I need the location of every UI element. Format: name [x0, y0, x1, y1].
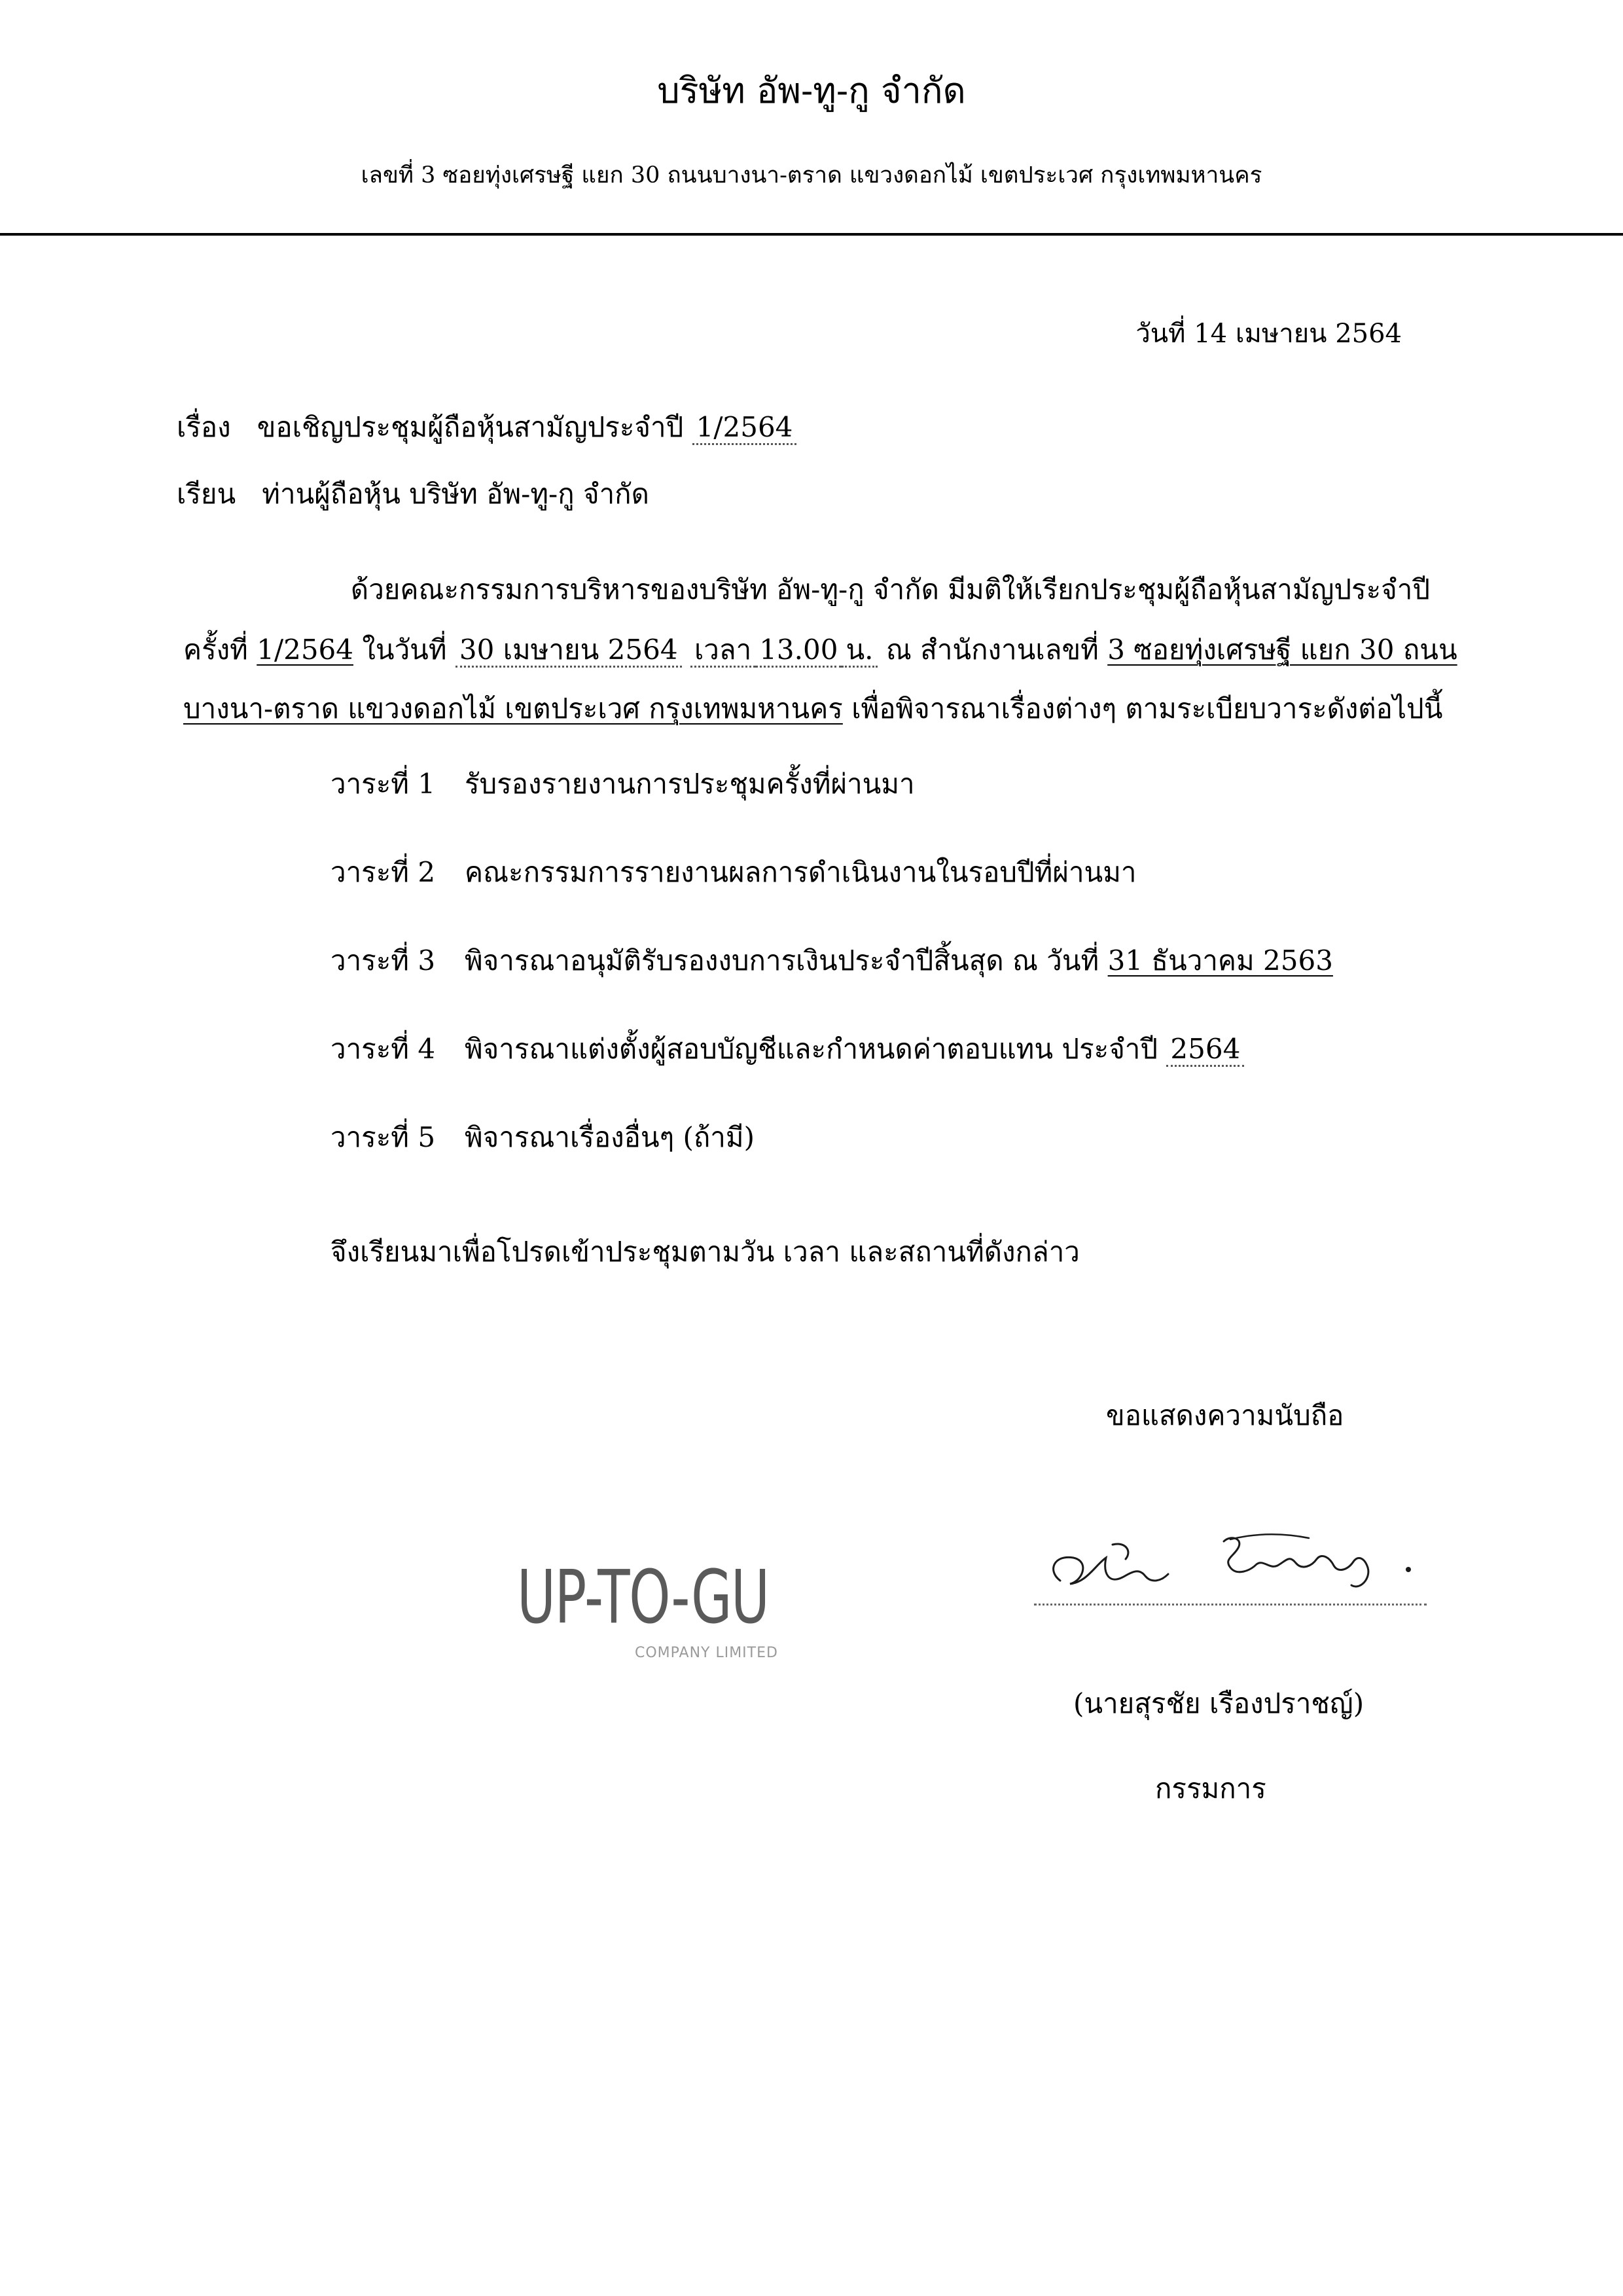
agenda-text: คณะกรรมการรายงานผลการดำเนินงานในรอบปีที่ผ่านมา: [465, 856, 1137, 888]
agenda-text: รับรองรายงานการประชุมครั้งที่ผ่านมา: [465, 768, 915, 800]
agenda-item: [330, 1028, 1244, 1071]
agenda-number: วาระที่ 4: [330, 1033, 436, 1065]
company-logo: [517, 1555, 792, 1661]
meeting-number: 1/2564: [257, 634, 353, 666]
salutation-label: เรียน: [177, 478, 236, 510]
meeting-time-label: เวลา: [690, 634, 755, 668]
body-line2-on: ในวันที่: [362, 634, 447, 666]
meeting-date: 30 เมษายน 2564: [455, 634, 682, 668]
handwritten-signature: [1034, 1518, 1427, 1604]
agenda-item: [330, 939, 1333, 982]
company-address: เลขที่ 3 ซอยทุ่งเศรษฐี แยก 30 ถนนบางนา-ตราด แขวงดอกไม้ เขตประเวศ กรุงเทพมหานคร: [361, 162, 1262, 188]
agenda-text: พิจารณาเรื่องอื่นๆ (ถ้ามี): [465, 1121, 755, 1153]
body-line3-suffix: เพื่อพิจารณาเรื่องต่างๆ ตามระเบียบวาระดังต่อไปนี้: [851, 692, 1443, 725]
logo-wordmark: UP-TO-GU: [517, 1555, 769, 1640]
agenda-value: 2564: [1166, 1033, 1244, 1067]
agenda-text: พิจารณาแต่งตั้งผู้สอบบัญชีและกำหนดค่าตอบแทน ประจำปี: [465, 1033, 1158, 1065]
agenda-item: [330, 1116, 755, 1159]
agenda-number: วาระที่ 1: [330, 768, 436, 800]
signature-line: [1034, 1604, 1427, 1605]
body-line2-at: ณ สำนักงานเลขที่: [885, 634, 1099, 666]
agenda-number: วาระที่ 2: [330, 856, 436, 888]
subject-number: 1/2564: [692, 411, 797, 445]
subject-label: เรื่อง: [177, 411, 231, 443]
agenda-item: [330, 762, 915, 806]
company-name: บริษัท อัพ-ทู-กู จำกัด: [657, 70, 966, 111]
agenda-text: พิจารณาอนุมัติรับรองงบการเงินประจำปีสิ้นสุด ณ วันที่: [465, 944, 1099, 977]
header-divider: [0, 233, 1623, 236]
closing-paragraph: จึงเรียนมาเพื่อโปรดเข้าประชุมตามวัน เวลา และสถานที่ดังกล่าว: [330, 1236, 1080, 1268]
body-line-1: ด้วยคณะกรรมการบริหารของบริษัท อัพ-ทู-กู จำกัด มีมติให้เรียกประชุมผู้ถือหุ้นสามัญประจำปี: [350, 573, 1430, 605]
salutation-text: ท่านผู้ถือหุ้น บริษัท อัพ-ทู-กู จำกัด: [262, 478, 649, 510]
body-line-3: [183, 687, 1443, 730]
venue-part-2: บางนา-ตราด แขวงดอกไม้ เขตประเวศ กรุงเทพมหานคร: [183, 692, 843, 725]
agenda-value: 31 ธันวาคม 2563: [1107, 944, 1333, 977]
salutation-line: [177, 473, 649, 516]
agenda-number: วาระที่ 5: [330, 1121, 436, 1153]
agenda-number: วาระที่ 3: [330, 944, 436, 977]
complimentary-close: ขอแสดงความนับถือ: [1106, 1399, 1344, 1431]
meeting-time: 13.00: [755, 634, 842, 668]
signer-title: กรรมการ: [1155, 1772, 1266, 1804]
meeting-time-unit: น.: [842, 634, 877, 668]
agenda-item: [330, 851, 1137, 894]
subject-line: [177, 406, 796, 449]
subject-text: ขอเชิญประชุมผู้ถือหุ้นสามัญประจำปี: [257, 411, 684, 443]
document-date: วันที่ 14 เมษายน 2564: [1135, 319, 1402, 349]
signer-name: (นายสุรชัย เรืองปราชญ์): [1073, 1687, 1364, 1719]
body-line-2: [183, 628, 1457, 672]
logo-subtitle: COMPANY LIMITED: [635, 1645, 778, 1661]
body-line2-prefix: ครั้งที่: [183, 634, 248, 666]
venue-part-1: 3 ซอยทุ่งเศรษฐี แยก 30 ถนน: [1107, 634, 1457, 666]
